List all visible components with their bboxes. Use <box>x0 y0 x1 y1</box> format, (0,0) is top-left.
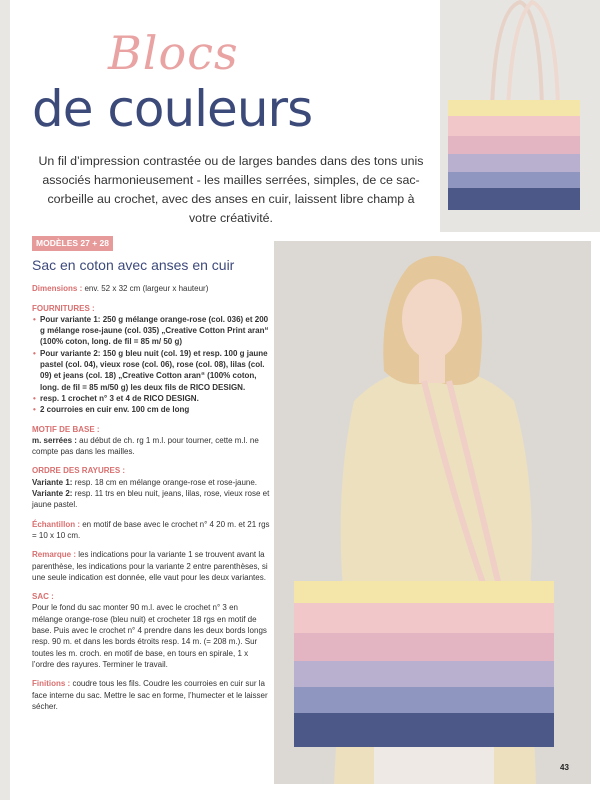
intro-text: Un fil d’impression contrastée ou de larges bandes dans des tons unis associés harmonieusement - les mailles serrées, simples, de ce sac-corbeille au crochet, avec des anses en cuir, laissent libre champ à votre créativité. <box>38 154 424 225</box>
finitions-text: coudre tous les fils. Coudre les courroies en cuir sur la face interne du sac. Mettre le sac en forme, l’humecter et le laisser sécher. <box>32 679 268 711</box>
echantillon <box>32 519 270 542</box>
motif-strong: m. serrées : <box>32 435 77 445</box>
fourniture-item: • Pour variante 1: 250 g mélange orange-rose (col. 036) et 200 g mélange rose-jaune (col. 035) „Creative Cotton Print aran“ (100% coton, long. de fil = 85 m/ 50 g) <box>40 314 270 348</box>
rayures-v1-label: Variante 1: <box>32 477 73 487</box>
page-number: 43 <box>560 763 569 772</box>
rayures-v2 <box>32 488 270 511</box>
models-badge: MODÈLES 27 + 28 <box>32 236 113 251</box>
title-script: Blocs <box>108 26 239 80</box>
dimensions <box>32 283 270 294</box>
rayures-v1 <box>32 477 270 488</box>
motif-body: au début de ch. rg 1 m.l. pour tourner, cette m.l. ne compte pas dans les mailles. <box>32 435 259 457</box>
rayures-label: ORDRE DES RAYURES : <box>32 466 126 476</box>
pattern-title: Sac en coton avec anses en cuir <box>32 257 235 274</box>
fourniture-item: • 2 courroies en cuir env. 100 cm de long <box>40 404 270 415</box>
motif-label: MOTIF DE BASE : <box>32 424 100 434</box>
page-title: de couleurs <box>32 80 313 138</box>
page-gutter <box>0 0 10 800</box>
motif-text <box>32 435 270 458</box>
echantillon-label: Échantillon : <box>32 519 80 529</box>
dimensions-label: Dimensions : <box>32 284 83 294</box>
sac-text: Pour le fond du sac monter 90 m.l. avec le crochet n° 3 en mélange orange-rose (bleu nuit) et crocheter 18 rgs en motif de base. Puis avec le crochet n° 4 prendre dans les deux bords longs resp. 90 m. et dans les bords étroits resp. 14 m. (= 208 m.). Sur toutes les m. croch. en motif de base, en tours en spirale, 1 x l’ordre des rayures. Terminer le travail. <box>32 603 267 669</box>
pattern-instructions <box>32 236 270 720</box>
bag-thumbnail-image <box>440 0 600 232</box>
dimensions-text: env. 52 x 32 cm (largeur x hauteur) <box>84 284 209 294</box>
finitions-label: Finitions : <box>32 679 71 689</box>
rayures-v2-text: resp. 11 trs en bleu nuit, jeans, lilas, rose, vieux rose et jaune pastel. <box>32 489 270 510</box>
page-header <box>10 0 450 232</box>
fournitures-label: FOURNITURES : <box>32 303 95 313</box>
watermark: PassionForum.ru <box>518 785 592 795</box>
remarque-label: Remarque : <box>32 550 77 560</box>
fourniture-item: • Pour variante 2: 150 g bleu nuit (col. 19) et resp. 100 g jaune pastel (col. 04), vieux rose (col. 06), rose (col. 08), lilas (col. 09) et jeans (col. 18) „Creative Cotton aran“ (100% coton, long. de fil = 85 m/50 g) les deux fils de RICO DESIGN. <box>40 348 270 393</box>
remarque-text: les indications pour la variante 1 se trouvent avant la parenthèse, les indications pour la variante 2 entre parenthèses, si une seule indication est donnée, elle vaut pour les deux variantes. <box>32 550 268 582</box>
remarque <box>32 549 270 583</box>
echantillon-text: en motif de base avec le crochet n° 4 20 m. et 21 rgs = 10 x 10 cm. <box>32 519 270 540</box>
finitions <box>32 678 270 712</box>
fourniture-item: • resp. 1 crochet n° 3 et 4 de RICO DESIGN. <box>40 393 270 404</box>
fournitures-list <box>32 314 270 416</box>
rayures-v2-label: Variante 2: <box>32 489 73 499</box>
sac-label: SAC : <box>32 592 54 602</box>
rayures-v1-text: resp. 18 cm en mélange orange-rose et rose-jaune. <box>74 477 258 487</box>
model-photo <box>274 241 591 784</box>
